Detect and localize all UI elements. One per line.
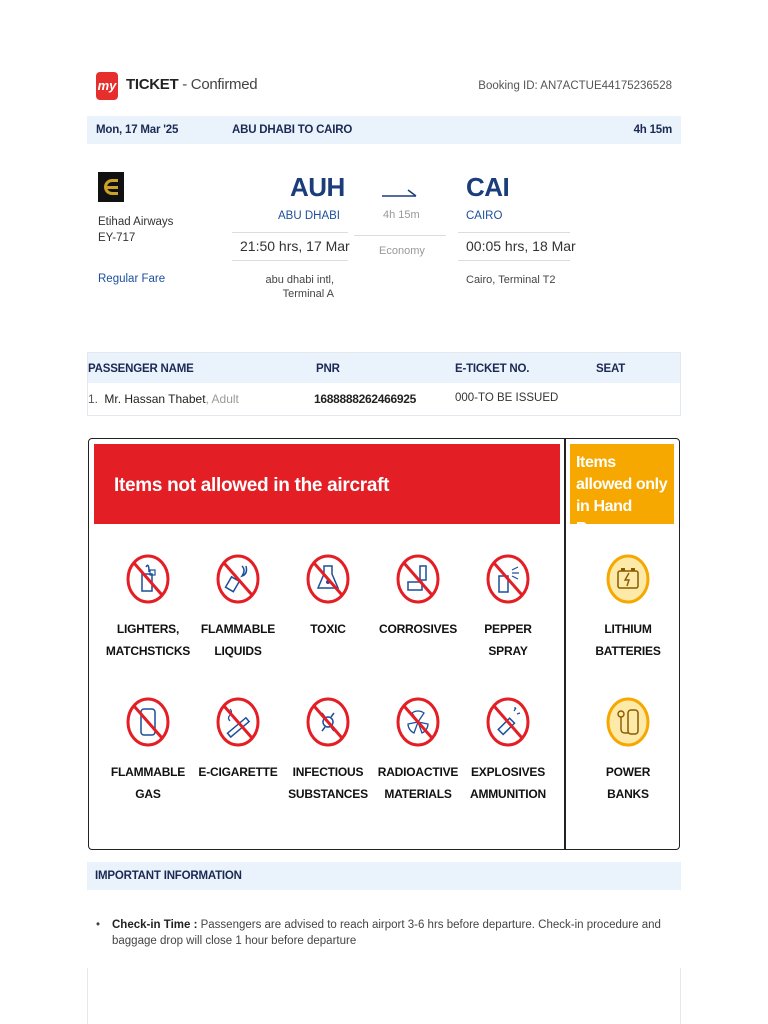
e-cigarette-icon	[214, 695, 262, 749]
passenger-name: Mr. Hassan Thabet	[104, 392, 206, 406]
flight-duration: 4h 15m	[383, 209, 420, 221]
lithium-battery-icon	[604, 552, 652, 606]
label-line: INFECTIOUS	[292, 765, 364, 779]
label-line: POWER	[605, 765, 651, 779]
label-line: SUBSTANCES	[288, 787, 368, 801]
origin-divider-top	[232, 232, 348, 233]
middle-divider	[354, 235, 446, 236]
flight-route: ABU DHABI TO CAIRO	[232, 124, 353, 136]
label-line: BATTERIES	[595, 644, 661, 658]
origin-time: 21:50 hrs, 17 Mar	[240, 238, 350, 254]
item-label-flammable-gas	[100, 761, 196, 805]
origin-divider-bottom	[232, 260, 348, 261]
destination-time: 00:05 hrs, 18 Mar	[466, 238, 576, 254]
label-line: MATCHSTICKS	[105, 644, 191, 658]
info-text	[100, 917, 670, 949]
origin-terminal-line2: Terminal A	[282, 288, 334, 300]
label-line: LITHIUM	[604, 622, 652, 636]
ticket-title	[126, 76, 257, 93]
destination-city: CAIRO	[466, 210, 503, 222]
corrosive-icon	[394, 552, 442, 606]
hand-baggage-title: Items allowed only in Hand Baggage	[570, 444, 674, 524]
bullet: •	[96, 919, 101, 931]
label-line: LIQUIDS	[214, 644, 262, 658]
explosives-icon	[484, 695, 532, 749]
item-label-corrosives	[370, 618, 466, 640]
label-line: RADIOACTIVE	[377, 765, 459, 779]
card-border-left	[87, 968, 88, 1024]
ticket-label: TICKET	[126, 76, 179, 93]
info-body: Passengers are advised to reach airport 3-6 hrs before departure. Check-in procedure and baggage drop will close 1 hour before departure	[112, 919, 661, 947]
flammable-liquid-icon	[214, 552, 262, 606]
label-line: PEPPER	[484, 622, 532, 636]
label-line: E-CIGARETTE	[198, 765, 278, 779]
flight-total-duration: 4h 15m	[633, 124, 672, 136]
passenger-index: 1.	[88, 392, 99, 406]
item-label-power-banks	[580, 761, 676, 805]
label-line: FLAMMABLE	[200, 622, 276, 636]
booking-id: Booking ID: AN7ACTUE44175236528	[478, 80, 672, 92]
destination-divider-top	[458, 232, 570, 233]
col-passenger-name: PASSENGER NAME	[88, 363, 194, 375]
info-label: Check-in Time :	[112, 919, 198, 931]
etihad-logo-icon	[98, 172, 124, 202]
label-line: AMMUNITION	[470, 787, 546, 801]
important-info-item	[96, 917, 670, 949]
restricted-items-divider	[564, 439, 566, 849]
col-seat: SEAT	[596, 363, 626, 375]
flight-arrow-icon	[380, 184, 420, 200]
airline-name: Etihad Airways	[98, 216, 174, 228]
origin-city: ABU DHABI	[278, 210, 340, 222]
label-line: FLAMMABLE	[110, 765, 186, 779]
radioactive-icon	[394, 695, 442, 749]
origin-code: AUH	[290, 172, 345, 202]
passenger-pnr: 1688888262466925	[314, 392, 416, 406]
col-eticket: E-TICKET NO.	[455, 363, 530, 375]
destination-terminal: Cairo, Terminal T2	[466, 274, 556, 286]
item-label-radioactive	[370, 761, 466, 805]
origin-terminal	[232, 273, 334, 301]
not-allowed-title: Items not allowed in the aircraft	[94, 444, 560, 524]
flight-number: EY-717	[98, 232, 136, 244]
origin-terminal-line1: abu dhabi intl,	[265, 274, 334, 286]
fare-type: Regular Fare	[98, 273, 166, 285]
item-label-lithium-batteries	[580, 618, 676, 662]
label-line: CORROSIVES	[378, 622, 458, 636]
infectious-icon	[304, 695, 352, 749]
flight-date: Mon, 17 Mar '25	[96, 124, 179, 136]
item-label-explosives	[460, 761, 556, 805]
item-label-flammable-liquids	[190, 618, 286, 662]
destination-divider-bottom	[458, 260, 570, 261]
passenger-eticket: 000-TO BE ISSUED	[455, 392, 559, 404]
cabin-class: Economy	[379, 245, 425, 257]
label-line: TOXIC	[310, 622, 346, 636]
label-line: GAS	[135, 787, 161, 801]
item-label-infectious	[280, 761, 376, 805]
pepper-spray-icon	[484, 552, 532, 606]
label-line: MATERIALS	[384, 787, 452, 801]
item-label-toxic	[280, 618, 376, 640]
important-info-title: IMPORTANT INFORMATION	[95, 870, 242, 882]
label-line: LIGHTERS,	[116, 622, 180, 636]
col-pnr: PNR	[316, 363, 340, 375]
important-info-bar	[87, 862, 681, 890]
lighter-icon	[124, 552, 172, 606]
item-label-e-cigarette	[190, 761, 286, 783]
flammable-gas-icon	[124, 695, 172, 749]
label-line: BANKS	[607, 787, 649, 801]
passenger-row	[88, 392, 239, 406]
ticket-status: - Confirmed	[178, 76, 258, 93]
makemytrip-logo: my	[96, 72, 118, 100]
power-bank-icon	[604, 695, 652, 749]
label-line: EXPLOSIVES	[470, 765, 546, 779]
flight-summary-bar	[87, 116, 681, 144]
card-border-right	[680, 968, 681, 1024]
toxic-icon	[304, 552, 352, 606]
passenger-type: , Adult	[205, 392, 239, 406]
destination-code: CAI	[466, 172, 510, 202]
item-label-lighters	[100, 618, 196, 662]
item-label-pepper-spray	[460, 618, 556, 662]
label-line: SPRAY	[488, 644, 528, 658]
